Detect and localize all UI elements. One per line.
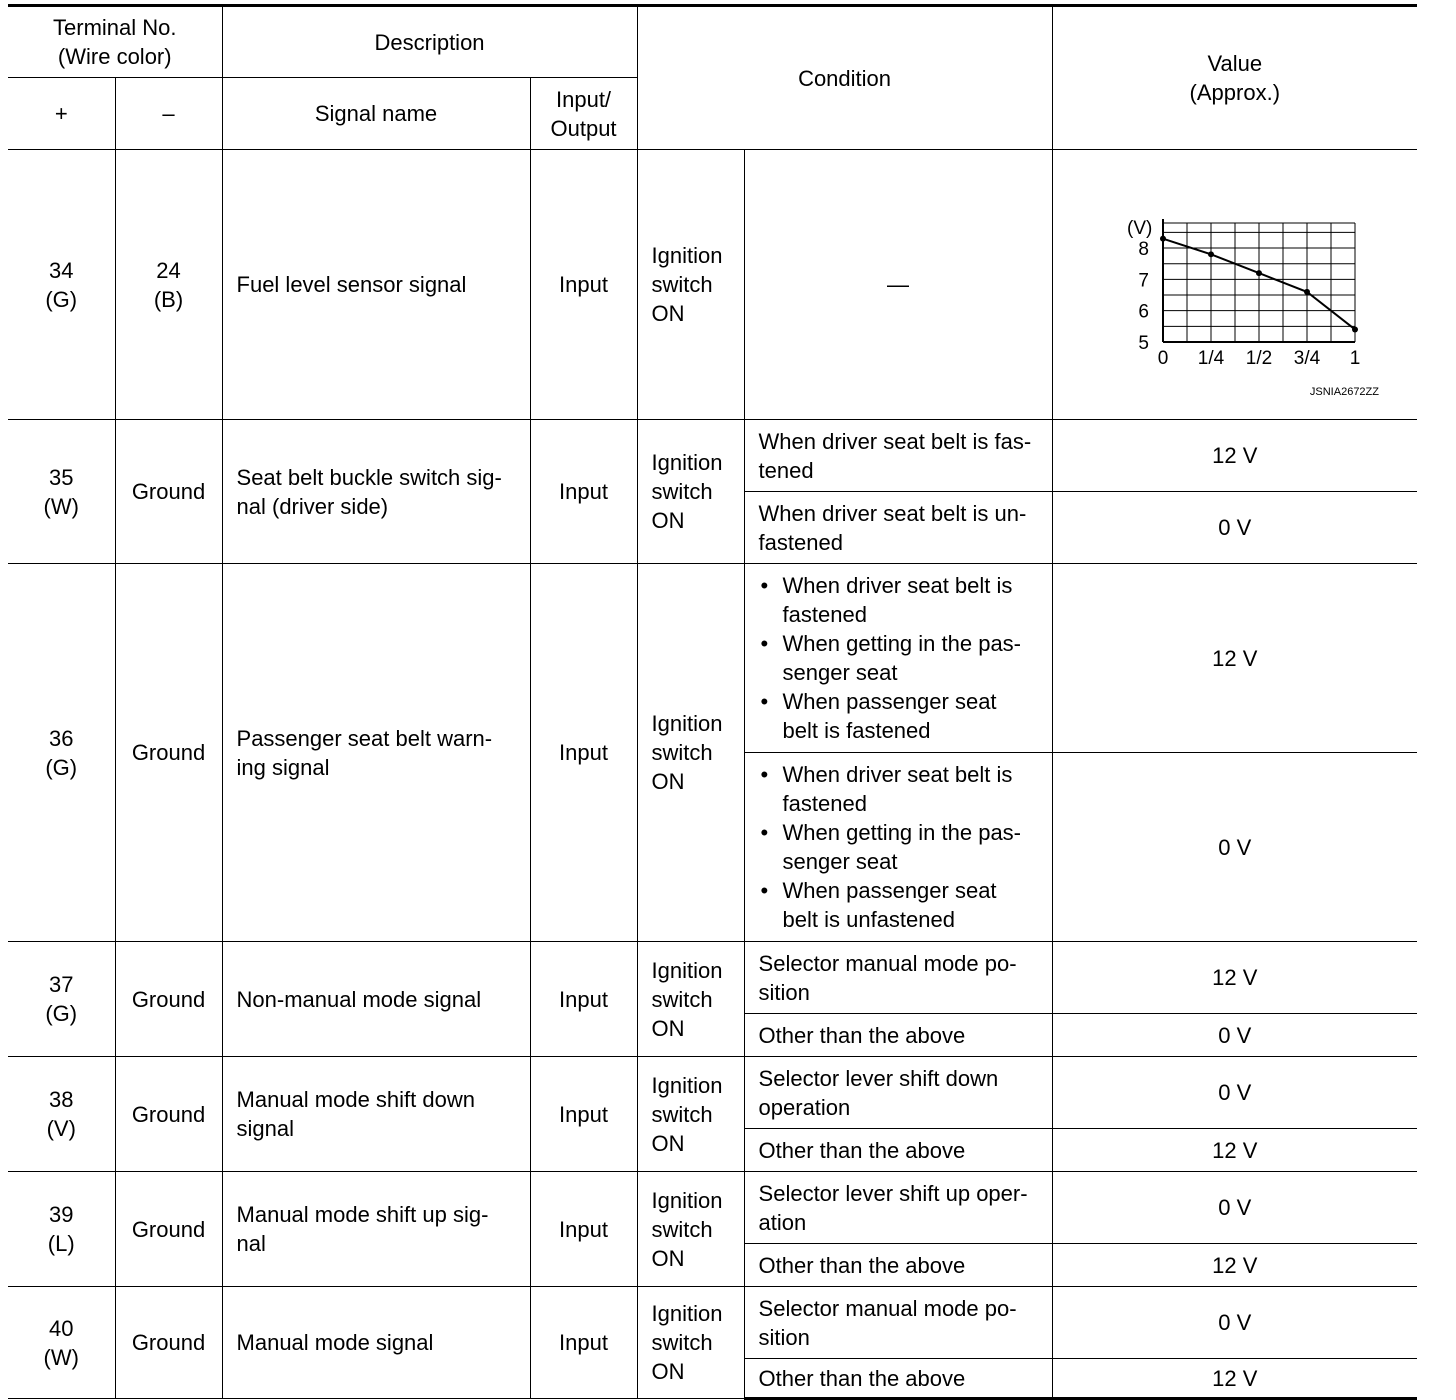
condition-main-line: switch xyxy=(651,740,713,765)
minus-terminal-cell: Ground xyxy=(115,1172,222,1287)
plus-wire-color: (W) xyxy=(43,493,79,519)
condition-main-cell xyxy=(637,420,744,564)
condition-bullet: • When getting in the pas-senger seat xyxy=(759,818,1038,876)
chart-data-point xyxy=(1160,236,1166,242)
io-cell: Input xyxy=(530,1287,637,1399)
chart-data-point xyxy=(1208,251,1214,257)
condition-main-line: Ignition xyxy=(651,1301,723,1326)
condition-bullet: • When passenger seat belt is fastened xyxy=(759,687,1038,745)
condition-main-line: switch xyxy=(651,1101,713,1127)
condition-main-line: switch xyxy=(651,272,713,297)
value-cell: 12 V xyxy=(1052,1244,1417,1287)
table-row xyxy=(8,150,1417,420)
condition-sub-cell: Other than the above xyxy=(744,1129,1052,1172)
chart-data-point xyxy=(1304,289,1310,295)
condition-main-cell xyxy=(637,942,744,1057)
table-row xyxy=(8,942,1417,1014)
condition-main-line: switch xyxy=(651,1330,713,1355)
plus-terminal-cell xyxy=(8,1287,115,1399)
condition-sub-cell xyxy=(744,753,1052,942)
value-cell: 0 V xyxy=(1052,1172,1417,1244)
io-cell: Input xyxy=(530,150,637,420)
plus-terminal-no: 38 xyxy=(49,1087,74,1112)
condition-sub-cell: Selector lever shift down operation xyxy=(744,1057,1052,1129)
condition-bullet-list xyxy=(759,760,1038,934)
condition-main-line: Ignition xyxy=(651,450,723,475)
condition-main-line: switch xyxy=(651,1216,713,1242)
plus-header: + xyxy=(8,78,115,150)
value-cell: 0 V xyxy=(1052,492,1417,564)
condition-main-line: Ignition xyxy=(651,957,723,983)
wire-color-label: (Wire color) xyxy=(57,44,172,69)
condition-main-line: Ignition xyxy=(651,243,723,268)
condition-main-line: Ignition xyxy=(651,1072,723,1098)
condition-main-cell xyxy=(637,1057,744,1172)
condition-header: Condition xyxy=(637,6,1052,150)
io-cell: Input xyxy=(530,564,637,942)
chart-x-tick-label: 1/4 xyxy=(1197,348,1224,369)
plus-wire-color: (G) xyxy=(45,286,78,312)
value-cell: 0 V xyxy=(1052,1057,1417,1129)
minus-terminal-cell: Ground xyxy=(115,1287,222,1399)
condition-bullet: • When driver seat belt is fastened xyxy=(759,571,1038,629)
signal-name-cell: Fuel level sensor signal xyxy=(222,150,530,420)
condition-main-line: ON xyxy=(651,769,685,794)
plus-terminal-cell xyxy=(8,1057,115,1172)
plus-terminal-cell xyxy=(8,420,115,564)
signal-name-header: Signal name xyxy=(222,78,530,150)
minus-terminal-no: 24 xyxy=(156,257,181,283)
condition-main-line: ON xyxy=(651,508,685,533)
fuel-level-chart xyxy=(1053,150,1418,412)
signal-name-cell: Manual mode signal xyxy=(222,1287,530,1399)
value-label: Value xyxy=(1207,51,1263,76)
input-output-label-2: Output xyxy=(550,115,617,141)
condition-main-cell xyxy=(637,1172,744,1287)
plus-terminal-no: 35 xyxy=(49,464,74,490)
condition-main-cell xyxy=(637,150,744,420)
condition-sub-cell: Other than the above xyxy=(744,1244,1052,1287)
condition-bullet-list xyxy=(759,571,1038,745)
chart-labels xyxy=(1138,239,1360,369)
plus-wire-color: (G) xyxy=(45,754,78,780)
terminal-table-wrapper xyxy=(8,4,1417,1400)
value-cell: 12 V xyxy=(1052,564,1417,753)
io-cell: Input xyxy=(530,942,637,1057)
plus-terminal-cell xyxy=(8,942,115,1057)
fuel-level-chart-cell xyxy=(1052,150,1417,420)
chart-y-tick-label: 7 xyxy=(1137,270,1149,292)
plus-terminal-cell xyxy=(8,564,115,942)
plus-wire-color: (W) xyxy=(43,1344,79,1370)
table-row xyxy=(8,564,1417,753)
condition-main-cell xyxy=(637,564,744,942)
plus-wire-color: (L) xyxy=(47,1231,75,1256)
chart-y-tick-label: 6 xyxy=(1137,301,1149,323)
minus-terminal-cell: Ground xyxy=(115,1057,222,1172)
table-row xyxy=(8,1287,1417,1359)
condition-main-line: switch xyxy=(651,479,713,504)
condition-main-line: ON xyxy=(651,1015,685,1041)
signal-name-cell: Seat belt buckle switch sig-nal (driver side) xyxy=(222,420,530,564)
value-cell: 12 V xyxy=(1052,1129,1417,1172)
approx-label: (Approx.) xyxy=(1189,80,1281,105)
plus-wire-color: (G) xyxy=(45,1001,78,1026)
plus-terminal-no: 37 xyxy=(49,972,74,997)
minus-terminal-cell: Ground xyxy=(115,420,222,564)
minus-header: – xyxy=(115,78,222,150)
signal-name-cell: Manual mode shift up sig-nal xyxy=(222,1172,530,1287)
condition-main-line: Ignition xyxy=(651,1187,723,1213)
io-cell: Input xyxy=(530,1172,637,1287)
chart-x-tick-label: 0 xyxy=(1157,348,1168,369)
condition-sub-cell: Selector manual mode po-sition xyxy=(744,1287,1052,1359)
chart-y-tick-label: 5 xyxy=(1137,333,1149,354)
plus-wire-color: (V) xyxy=(46,1116,76,1141)
plus-terminal-no: 36 xyxy=(49,725,74,751)
chart-grid xyxy=(1163,223,1355,342)
plus-terminal-no: 39 xyxy=(49,1202,74,1227)
value-cell: 0 V xyxy=(1052,753,1417,942)
value-cell: 12 V xyxy=(1052,1359,1417,1399)
terminal-no-header xyxy=(8,6,222,78)
description-header: Description xyxy=(222,6,637,78)
chart-x-tick-label: 1/2 xyxy=(1245,348,1272,369)
plus-terminal-cell xyxy=(8,150,115,420)
condition-main-line: ON xyxy=(651,1359,685,1384)
condition-main-cell xyxy=(637,1287,744,1399)
terminal-spec-table xyxy=(8,4,1417,1400)
table-row xyxy=(8,1057,1417,1129)
condition-main-line: switch xyxy=(651,986,713,1012)
condition-main-line: ON xyxy=(651,1245,685,1271)
condition-sub-cell: When driver seat belt is fas-tened xyxy=(744,420,1052,492)
signal-name-cell: Non-manual mode signal xyxy=(222,942,530,1057)
condition-main-line: ON xyxy=(651,301,685,326)
chart-y-tick-label: 8 xyxy=(1137,239,1149,261)
minus-wire-color: (B) xyxy=(153,286,184,312)
value-cell: 12 V xyxy=(1052,942,1417,1014)
chart-data-point xyxy=(1352,326,1358,332)
terminal-no-label: Terminal No. xyxy=(53,15,177,40)
chart-figure-code: JSNIA2672ZZ xyxy=(1309,386,1379,398)
plus-terminal-cell xyxy=(8,1172,115,1287)
chart-data-point xyxy=(1256,270,1262,276)
input-output-label-1: Input/ xyxy=(556,86,612,112)
table-row xyxy=(8,420,1417,492)
value-cell: 0 V xyxy=(1052,1287,1417,1359)
chart-x-tick-label: 1 xyxy=(1349,348,1360,369)
plus-terminal-no: 40 xyxy=(49,1315,74,1341)
chart-x-tick-label: 3/4 xyxy=(1293,348,1320,369)
condition-main-line: ON xyxy=(651,1130,685,1156)
value-header xyxy=(1052,6,1417,150)
condition-sub-cell: Other than the above xyxy=(744,1359,1052,1399)
value-cell: 12 V xyxy=(1052,420,1417,492)
condition-sub-cell: — xyxy=(744,150,1052,420)
chart-y-unit-label: (V) xyxy=(1126,218,1152,239)
io-cell: Input xyxy=(530,1057,637,1172)
io-cell: Input xyxy=(530,420,637,564)
plus-terminal-no: 34 xyxy=(49,257,74,283)
minus-terminal-cell: Ground xyxy=(115,942,222,1057)
signal-name-cell: Manual mode shift down signal xyxy=(222,1057,530,1172)
condition-sub-cell: Selector manual mode po-sition xyxy=(744,942,1052,1014)
condition-bullet: • When driver seat belt is fastened xyxy=(759,760,1038,818)
value-cell: 0 V xyxy=(1052,1014,1417,1057)
condition-main-line: Ignition xyxy=(651,711,723,736)
condition-bullet: • When getting in the pas-senger seat xyxy=(759,629,1038,687)
table-row xyxy=(8,1172,1417,1244)
condition-sub-cell xyxy=(744,564,1052,753)
condition-sub-cell: When driver seat belt is un-fastened xyxy=(744,492,1052,564)
condition-sub-cell: Selector lever shift up oper-ation xyxy=(744,1172,1052,1244)
input-output-header xyxy=(530,78,637,150)
condition-bullet: • When passenger seat belt is unfastened xyxy=(759,876,1038,934)
header-row-1 xyxy=(8,6,1417,78)
signal-name-cell: Passenger seat belt warn-ing signal xyxy=(222,564,530,942)
minus-terminal-cell xyxy=(115,150,222,420)
minus-terminal-cell: Ground xyxy=(115,564,222,942)
condition-sub-cell: Other than the above xyxy=(744,1014,1052,1057)
